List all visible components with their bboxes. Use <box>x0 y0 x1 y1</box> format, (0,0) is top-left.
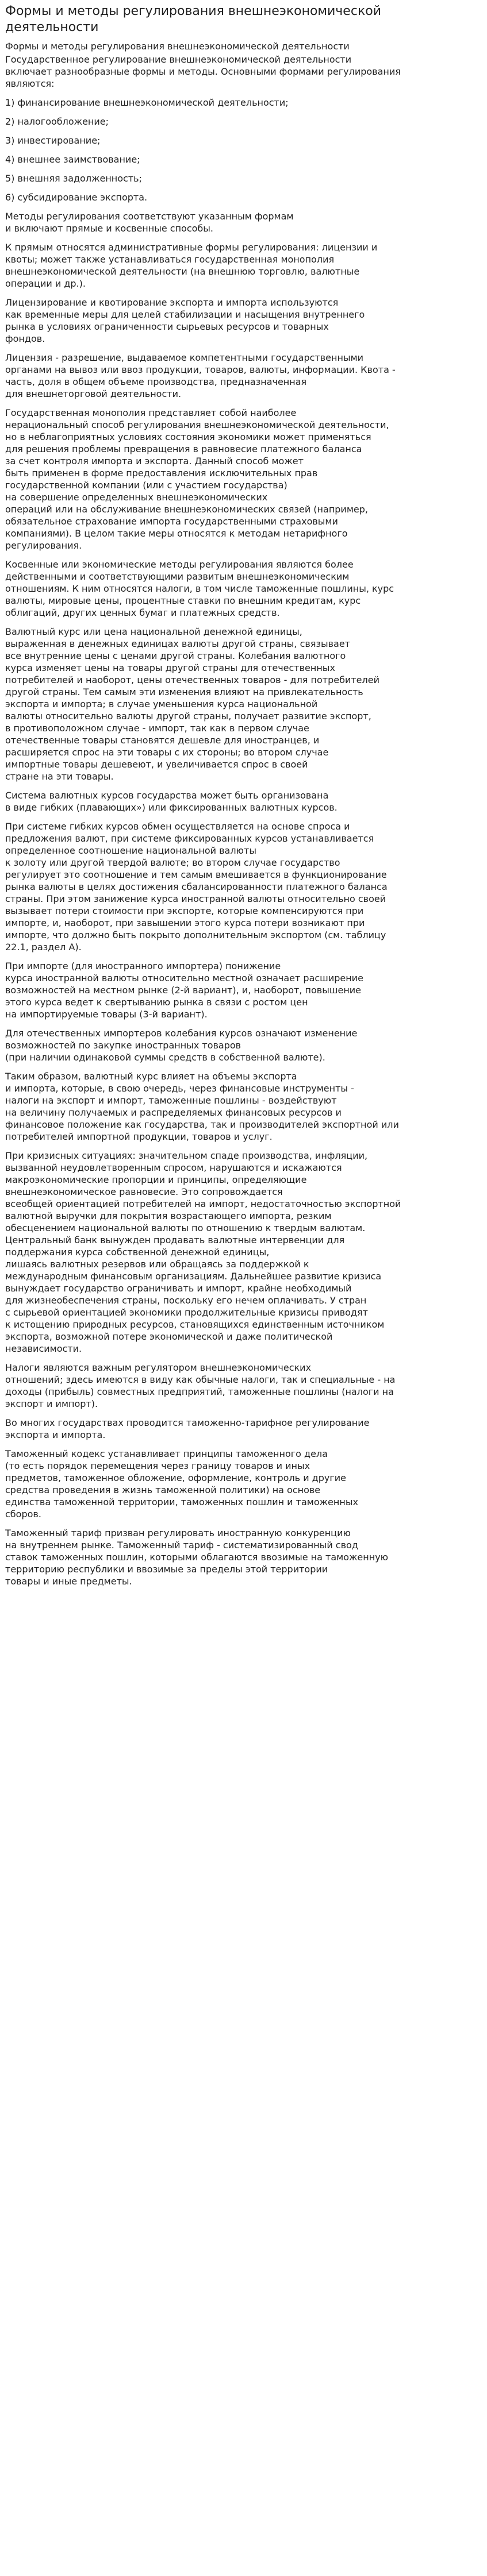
paragraph: Лицензирование и квотирование экспорта и импорта используются как временные меры для целей стабилизации и насыщения внутреннего рынка в условиях ограниченности сырьевых ресурсов и товарных фондов. <box>5 297 365 344</box>
page-title: Формы и методы регулирования внешнеэкономической деятельности <box>5 4 381 34</box>
document-body <box>5 53 481 1587</box>
paragraph: При импорте (для иностранного импортера) понижение курса иностранной валюты относительно местной означает расширение возможностей на местном рынке (2-й вариант), и, наоборот, повышение этого курса ведет к свертыванию рынка в связи с ростом цен на импортируемые товары (3-й вариант). <box>5 961 363 1020</box>
paragraph: Система валютных курсов государства может быть организована в виде гибких (плавающих») или фиксированных валютных курсов. <box>5 790 338 813</box>
paragraph: При кризисных ситуациях: значительном спаде производства, инфляции, вызванной неудовлетворенным спросом, нарушаются и искажаются макроэкономические пропорции и принципы, определяющие внешнеэкономическое равновесие. Это сопровождается всеобщей ориентацией потребителей на импорт, недостаточностью экспортной валютной выручки для покрытия возрастающего импорта, резким обесценением национальной валюты по отношению к твердым валютам. Центральный банк вынужден продавать валютные интервенции для поддержания курса собственной денежной единицы, лишаясь валютных резервов или обращаясь за поддержкой к международным финансовым организациям. Дальнейшее развитие кризиса вынуждает государство ограничивать и импорт, крайне необходимый для жизнеобеспечения страны, поскольку его нечем оплачивать. У стран с сырьевой ориентацией экономики продолжительные кризисы приводят к истощению природных ресурсов, становящихся единственным источником экспорта, возможной потере экономической и даже политической независимости. <box>5 1150 401 1354</box>
paragraph: Государственное регулирование внешнеэкономической деятельности включает разнообразные формы и методы. Основными формами регулирования являются: <box>5 54 401 89</box>
paragraph: При системе гибких курсов обмен осуществляется на основе спроса и предложения валют, при системе фиксированных курсов устанавливается определенное соотношение национальной валюты к золоту или другой твердой валюте; во втором случае государство регулирует это соотношение и тем самым вмешивается в функционирование рынка валюты в целях достижения сбалансированности платежного баланса страны. При этом занижение курса иностранной валюты относительно своей вызывает потери стоимости при экспорте, которые компенсируются при импорте, и, наоборот, при завышении этого курса потери возникают при импорте, что должно быть покрыто дополнительным экспортом (см. таблицу 22.1, раздел А). <box>5 821 388 952</box>
paragraph: Косвенные или экономические методы регулирования являются более действенными и соответствующими развитым внешнеэкономическим отношениям. К ним относятся налоги, в том числе таможенные пошлины, курс валюты, мировые цены, процентные ставки по внешним кредитам, курс облигаций, других ценных бумаг и платежных средств. <box>5 559 394 618</box>
paragraph: Таможенный тариф призван регулировать иностранную конкуренцию на внутреннем рынке. Таможенный тариф - систематизированный свод ставок таможенных пошлин, которыми облагаются ввозимые на таможенную территорию республики и ввозимые за пределы этой территории товары и иные предметы. <box>5 1528 389 1587</box>
list-item: 4) внешнее заимствование; <box>5 154 140 165</box>
list-item: 1) финансирование внешнеэкономической деятельности; <box>5 97 289 108</box>
list-item: 6) субсидирование экспорта. <box>5 192 148 203</box>
paragraph: Во многих государствах проводится таможенно-тарифное регулирование экспорта и импорта. <box>5 1417 370 1440</box>
paragraph: Государственная монополия представляет собой наиболее нерациональный способ регулирования внешнеэкономической деятельности, но в неблагоприятных условиях состояния экономики может применяться для решения проблемы превращения в равновесие платежного баланса за счет контроля импорта и экспорта. Данный способ может быть применен в форме предоставления исключительных прав государственной компании (или с участием государства) на совершение определенных внешнеэкономических операций или на обслуживание внешнеэкономических связей (например, обязательное страхование импорта государственными страховыми компаниями). В целом такие меры относятся к методам нетарифного регулирования. <box>5 407 389 551</box>
paragraph: Налоги являются важным регулятором внешнеэкономических отношений; здесь имеются в виду как обычные налоги, так и специальные - на доходы (прибыль) совместных предприятий, таможенные пошлины (налоги на экспорт и импорт). <box>5 1362 396 1409</box>
paragraph: Лицензия - разрешение, выдаваемое компетентными государственными органами на вывоз или ввоз продукции, товаров, валюты, информации. Квота - часть, доля в общем объеме производства, предназначенная для внешнеторговой деятельности. <box>5 352 396 399</box>
paragraph: Методы регулирования соответствуют указанным формам и включают прямые и косвенные способы. <box>5 211 294 234</box>
paragraph: К прямым относятся административные формы регулирования: лицензии и квоты; может также устанавливаться государственная монополия внешнеэкономической деятельности (на внешнюю торговлю, валютные операции и др.). <box>5 242 378 289</box>
list-item: 5) внешняя задолженность; <box>5 173 142 184</box>
paragraph: Таким образом, валютный курс влияет на объемы экспорта и импорта, которые, в свою очередь, через финансовые инструменты - налоги на экспорт и импорт, таможенные пошлины - воздействуют на величину получаемых и распределяемых финансовых ресурсов и финансовое положение как государства, так и производителей экспортной или потребителей импортной продукции, товаров и услуг. <box>5 1071 399 1142</box>
subtitle: Формы и методы регулирования внешнеэкономической деятельности <box>5 41 350 52</box>
paragraph: Для отечественных импортеров колебания курсов означают изменение возможностей по закупке иностранных товаров (при наличии одинаковой суммы средств в собственной валюте). <box>5 1028 358 1063</box>
paragraph: Таможенный кодекс устанавливает принципы таможенного дела (то есть порядок перемещения через границу товаров и иных предметов, таможенное обложение, оформление, контроль и другие средства проведения в жизнь таможенной политики) на основе единства таможенной территории, таможенных пошлин и таможенных сборов. <box>5 1448 358 1520</box>
list-item: 2) налогообложение; <box>5 116 109 127</box>
list-item: 3) инвестирование; <box>5 135 101 146</box>
paragraph: Валютный курс или цена национальной денежной единицы, выраженная в денежных единицах валюты другой страны, связывает все внутренние цены с ценами другой страны. Колебания валютного курса изменяет цены на товары другой страны для отечественных потребителей и наоборот, цены отечественных товаров - для потребителей другой страны. Тем самым эти изменения влияют на привлекательность экспорта и импорта; в случае уменьшения курса национальной валюты относительно валюты другой страны, получает развитие экспорт, в противоположном случае - импорт, так как в первом случае отечественные товары становятся дешевле для иностранцев, и расширяется спрос на эти товары с их стороны; во втором случае импортные товары дешевеют, и увеличивается спрос в своей стране на эти товары. <box>5 626 379 782</box>
